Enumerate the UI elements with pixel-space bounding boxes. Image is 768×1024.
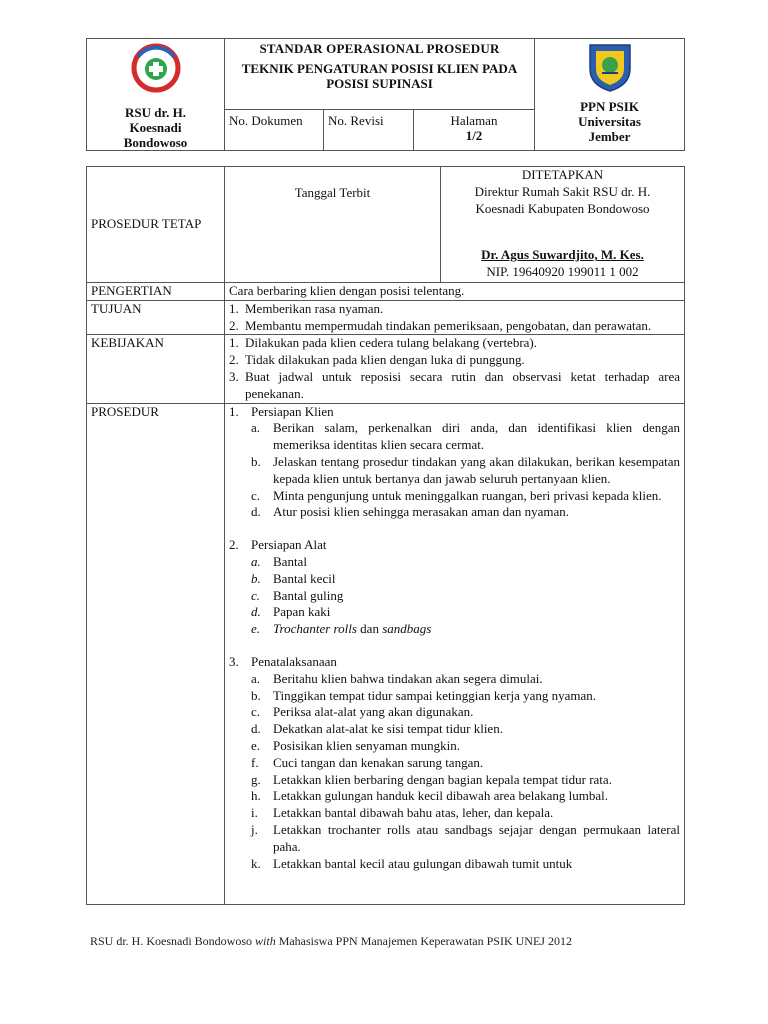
policy-label-cell [87,335,225,403]
hospital-name-line2: Koesnadi [129,120,182,135]
procedure-section-title: 1. Persiapan Klien [229,403,334,419]
procedure-table [86,166,685,905]
procedure-step: i. Letakkan bantal dibawah bahu atas, leher, dan kepala. [251,805,554,821]
policy-label: KEBIJAKAN [91,335,164,351]
org-name-line3: Jember [588,129,631,144]
footer-left-text: RSU dr. H. Koesnadi Bondowoso [90,934,256,948]
procedure-step: d. Atur posisi klien sehingga merasakan aman dan nyaman. [251,504,570,520]
page-number-cell [414,110,535,151]
procedure-step: h. Letakkan gulungan handuk kecil dibawah area belakang lumbal. [251,788,608,804]
hospital-cell [87,39,225,151]
footer-right-text: Mahasiswa PPN Manajemen Keperawatan PSIK UNEJ 2012 [275,934,572,948]
organization-cell [535,39,685,151]
director-nip: NIP. 19640920 199011 1 002 [486,264,639,280]
procedure-step: e. Trochanter rolls dan sandbags [251,621,432,637]
footer-italic-text: with [255,934,276,948]
document-number-cell [225,110,324,151]
procedure-step: f. Cuci tangan dan kenakan sarung tangan. [251,754,484,770]
title-cell [225,39,535,110]
org-name-line1: PPN PSIK [580,99,639,114]
director-title-line2: Koesnadi Kabupaten Bondowoso [475,200,650,216]
procedure-step: d. Dekatkan alat-alat ke sisi tempat tidur klien. [251,721,503,737]
hospital-name-line3: Bondowoso [123,135,188,150]
purpose-label-cell [87,300,225,335]
policy-item: 2. Tidak dilakukan pada klien dengan luka di punggung. [229,352,525,368]
protap-label-cell [87,167,225,283]
purpose-label: TUJUAN [91,300,142,316]
document-subtitle-line2: POSISI SUPINASI [326,76,433,91]
procedure-step: a. Beritahu klien bahwa tindakan akan segera dimulai. [251,670,543,686]
procedure-step: e. Posisikan klien senyaman mungkin. [251,737,461,753]
procedure-steps [225,404,680,904]
document-number-label: No. Dokumen [229,113,303,128]
procedure-step: c. Minta pengunjung untuk meninggalkan ruangan, beri privasi kepada klien. [251,487,662,503]
procedure-step: b. Tinggikan tempat tidur sampai ketinggian kerja yang nyaman. [251,687,597,703]
purpose-item: 2. Membantu mempermudah tindakan pemeriksaan, pengobatan, dan perawatan. [229,317,652,333]
document-header [86,38,685,151]
approved-label: DITETAPKAN [521,167,604,182]
revision-number-cell [324,110,414,151]
procedure-step: c. Bantal guling [251,587,344,603]
document-title: STANDAR OPERASIONAL PROSEDUR [259,41,500,56]
hospital-logo-icon [126,41,186,97]
procedure-label: PROSEDUR [91,403,159,419]
definition-text: Cara berbaring klien dengan posisi telentang. [229,283,465,298]
policy-item: 1. Dilakukan pada klien cedera tulang belakang (vertebra). [229,335,537,351]
procedure-step: a. Bantal [251,553,307,569]
procedure-cell [225,403,685,904]
page-label: Halaman [450,113,498,128]
university-emblem-icon [588,43,632,93]
policy-item: 3. Buat jadwal untuk reposisi secara rutin dan observasi ketat terhadap area penekanan. [229,368,680,401]
approval-cell [441,167,685,283]
procedure-step: a. Berikan salam, perkenalkan diri anda, dan identifikasi klien dengan memeriksa identitas klien secara cermat. [251,420,680,453]
procedure-step: k. Letakkan bantal kecil atau gulungan dibawah tumit untuk [251,855,573,871]
page-footer [90,934,572,949]
protap-label: PROSEDUR TETAP [91,216,202,232]
policy-cell [225,335,685,403]
definition-text-cell [225,283,685,301]
definition-label-cell [87,283,225,301]
purpose-item: 1. Memberikan rasa nyaman. [229,300,384,316]
issue-date-cell [225,167,441,283]
revision-number-label: No. Revisi [328,113,384,128]
procedure-step: d. Papan kaki [251,604,331,620]
director-title-line1: Direktur Rumah Sakit RSU dr. H. [474,183,651,199]
page-value: 1/2 [465,128,483,143]
hospital-name-line1: RSU dr. H. [125,105,186,120]
procedure-step: g. Letakkan klien berbaring dengan bagian kepala tempat tidur rata. [251,771,612,787]
procedure-step: b. Bantal kecil [251,570,336,586]
procedure-step: j. Letakkan trochanter rolls atau sandbags sejajar dengan permukaan lateral paha. [251,821,680,854]
procedure-step: b. Jelaskan tentang prosedur tindakan yang akan dilakukan, berikan kesempatan kepada klien untuk bertanya dan jawab seluruh pertanyaan klien. [251,453,680,486]
org-name-line2: Universitas [578,114,641,129]
procedure-section-title: 2. Persiapan Alat [229,537,327,553]
procedure-section-title: 3. Penatalaksanaan [229,653,337,669]
issue-date-label: Tanggal Terbit [294,185,371,200]
document-subtitle-line1: TEKNIK PENGATURAN POSISI KLIEN PADA [241,61,518,76]
procedure-label-cell [87,403,225,904]
purpose-cell [225,300,685,335]
director-name: Dr. Agus Suwardjito, M. Kes. [481,247,644,263]
procedure-step: c. Periksa alat-alat yang akan digunakan. [251,704,474,720]
definition-label: PENGERTIAN [91,283,172,298]
